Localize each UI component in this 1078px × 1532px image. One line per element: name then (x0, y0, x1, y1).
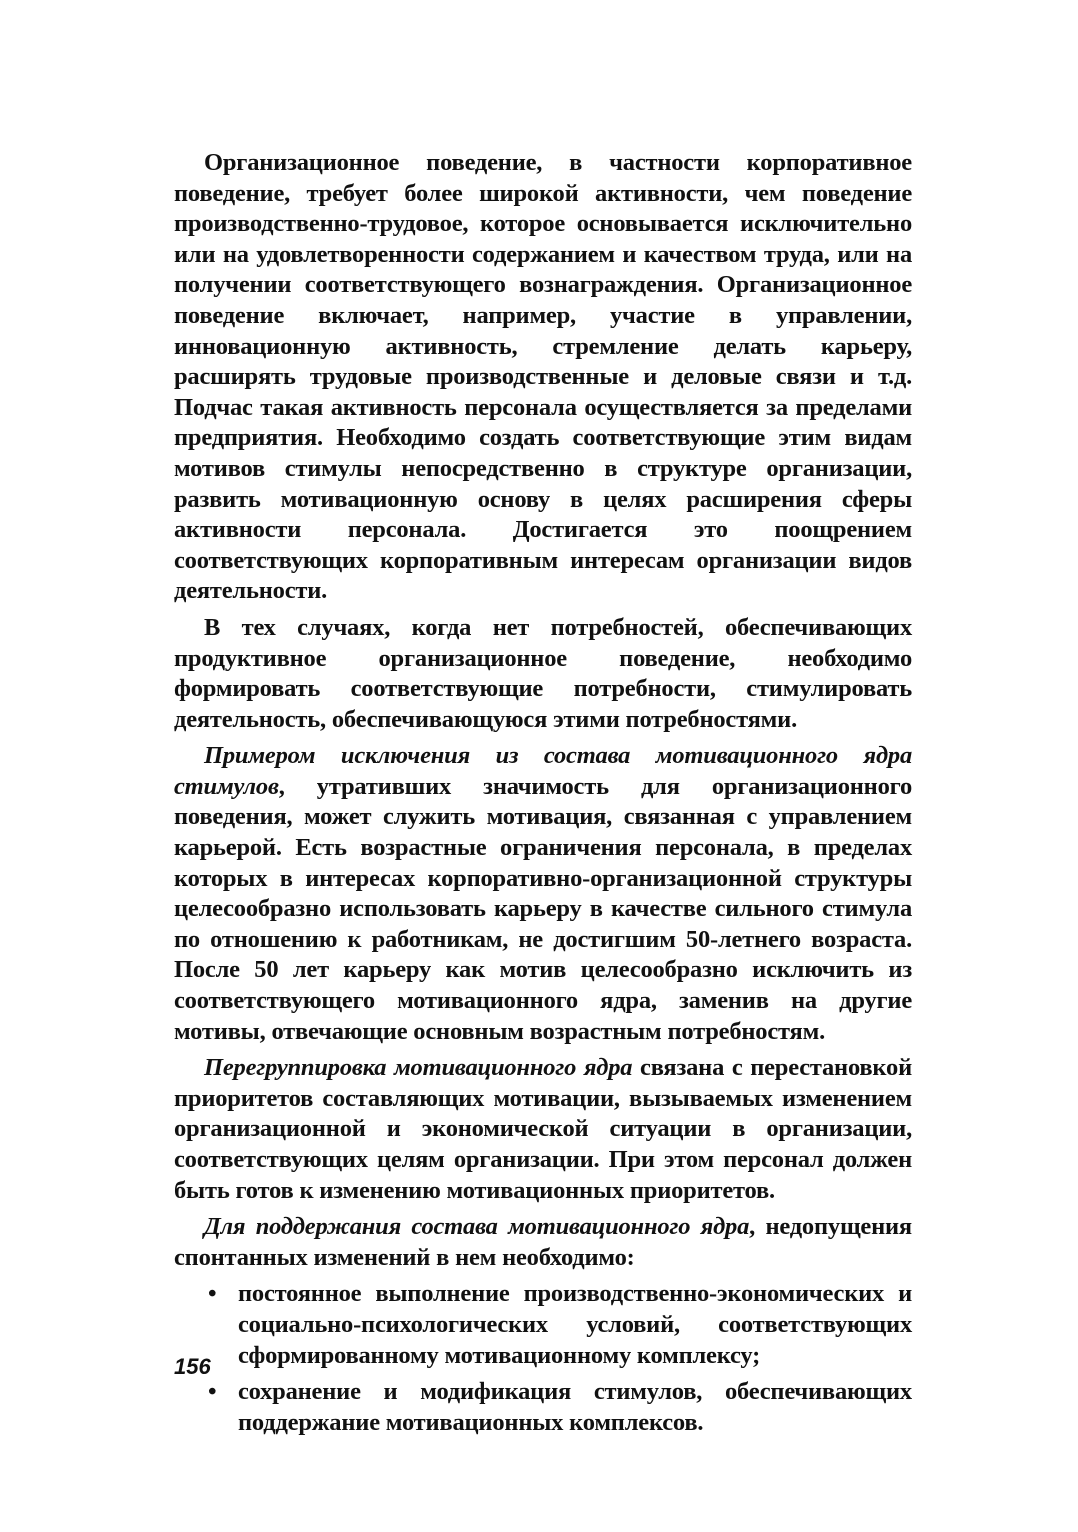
paragraph-exclusion-example (174, 741, 912, 1047)
book-page (174, 148, 912, 1436)
paragraph-forming-needs (174, 613, 912, 735)
body-text (174, 148, 912, 1438)
paragraph-text: , недопущения спонтанных изменений в нем необходимо: (174, 1213, 912, 1271)
paragraph-lead: Для поддержания состава мотивационного ядра (204, 1213, 750, 1241)
paragraph-organizational-behavior (174, 148, 912, 607)
list-item-text: постоянное выполнение производственно-экономических и социально-психологических условий, соответствующих сформированному мотивационному комплексу; (238, 1280, 912, 1369)
bullet-icon: • (208, 1280, 217, 1308)
page-number: 156 (174, 1354, 211, 1379)
bullet-icon: • (208, 1378, 217, 1406)
paragraph-text: , утративших значимость для организационного поведения, может служить мотивация, связанная с управлением карьерой. Есть возрастные ограничения персонала, в пределах которых в интересах корпоративно-организационной структуры целесообразно использовать карьеру в качестве сильного стимула по отношению к работникам, не достигшим 50-летнего возраста. После 50 лет карьеру как мотив целесообразно исключить из соответствующего мотивационного ядра, заменив на другие мотивы, отвечающие основным возрастным потребностям. (174, 772, 912, 1045)
paragraph-maintaining (174, 1212, 912, 1273)
list-item (174, 1377, 912, 1438)
paragraph-lead: Перегруппировка мотивационного ядра (204, 1054, 633, 1082)
list-item (174, 1279, 912, 1371)
list-item-text: сохранение и модификация стимулов, обеспечивающих поддержание мотивационных комплексов. (238, 1378, 912, 1436)
paragraph-text: Организационное поведение, в частности корпоративное поведение, требует более широкой активности, чем поведение производственно-трудовое, которое основывается исключительно или на удовлетворенности содержанием и качеством труда, или на получении соответствующего вознаграждения. Организационное поведение включает, например, участие в управлении, инновационную активность, стремление делать карьеру, расширять трудовые производственные и деловые связи и т.д. Подчас такая активность персонала осуществляется за пределами предприятия. Необходимо создать соответствующие этим видам мотивов стимулы непосредственно в структуре организации, развить мотивационную основу в целях расширения сферы активности персонала. Достигается это поощрением соответствующих корпоративным интересам организации видов деятельности. (174, 149, 912, 605)
paragraph-regrouping (174, 1053, 912, 1206)
paragraph-lead: Примером исключения из состава мотивационного ядра стимулов (174, 742, 912, 800)
paragraph-text: В тех случаях, когда нет потребностей, обеспечивающих продуктивное организационное поведение, необходимо формировать соответствующие потребности, стимулировать деятельность, обеспечивающуюся этими потребностями. (174, 613, 912, 733)
requirements-list (174, 1279, 912, 1438)
paragraph-text: связана с перестановкой приоритетов составляющих мотивации, вызываемых изменением организационной и экономической ситуации в организации, соответствующих целям организации. При этом персонал должен быть готов к изменению мотивационных приоритетов. (174, 1054, 912, 1204)
